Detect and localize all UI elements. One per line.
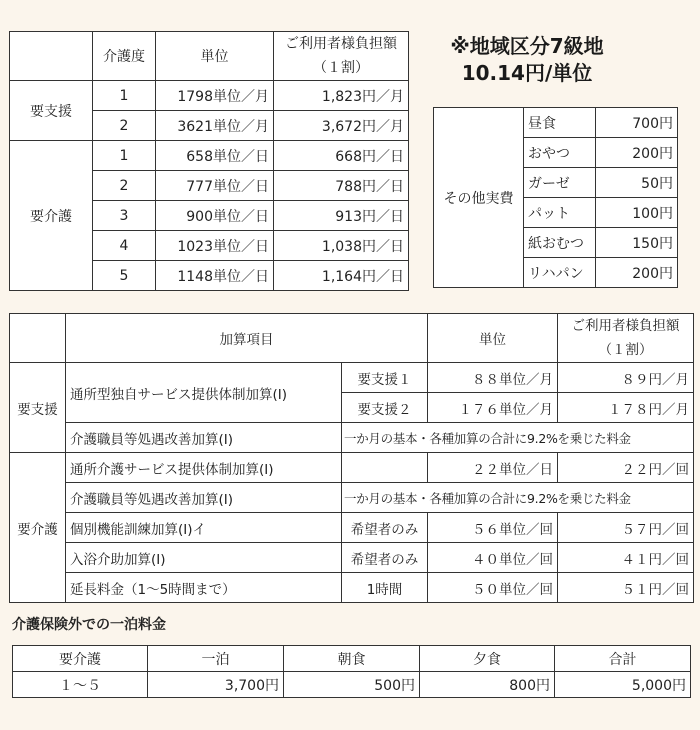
header-burden-line1: ご利用者様負担額 bbox=[571, 318, 680, 334]
addition-item-name: 通所介護サービス提供体制加算(Ⅰ) bbox=[66, 453, 342, 483]
header-unit: 単位 bbox=[156, 32, 274, 81]
overnight-price-cell: 800円 bbox=[420, 672, 555, 698]
cost-item-price: 700円 bbox=[596, 108, 678, 138]
addition-header-row bbox=[10, 314, 694, 363]
burden-cell: ５７円／回 bbox=[558, 513, 694, 543]
addition-item-name: 入浴介助加算(Ⅰ) bbox=[66, 543, 342, 573]
addition-item-name: 延長料金（1～5時間まで） bbox=[66, 573, 342, 603]
cost-item-price: 50円 bbox=[596, 168, 678, 198]
unit-cell: 1798単位／月 bbox=[156, 81, 274, 111]
level-cell: 2 bbox=[93, 171, 156, 201]
cost-item-name: 昼食 bbox=[524, 108, 596, 138]
addition-item-name: 通所型独自サービス提供体制加算(Ⅰ) bbox=[66, 363, 342, 423]
cost-item-name: おやつ bbox=[524, 138, 596, 168]
overnight-header-cell: 要介護 bbox=[13, 646, 148, 672]
table-row bbox=[10, 423, 694, 453]
group-label-shien: 要支援 bbox=[10, 81, 93, 141]
overnight-fee-table bbox=[12, 645, 691, 698]
rate-note: 一か月の基本・各種加算の合計に9.2%を乗じた料金 bbox=[342, 423, 694, 453]
table-row bbox=[10, 573, 694, 603]
region-line1: ※地域区分7級地 bbox=[450, 34, 604, 58]
condition-cell: 要支援２ bbox=[342, 393, 428, 423]
burden-cell: ２２円／回 bbox=[558, 453, 694, 483]
cost-item-name: リハパン bbox=[524, 258, 596, 288]
table-row bbox=[13, 672, 691, 698]
overnight-fee-title: 介護保険外での一泊料金 bbox=[12, 617, 166, 633]
table-row bbox=[10, 543, 694, 573]
cost-item-price: 200円 bbox=[596, 138, 678, 168]
unit-cell: ５６単位／回 bbox=[428, 513, 558, 543]
header-unit: 単位 bbox=[428, 314, 558, 363]
burden-cell: 668円／日 bbox=[274, 141, 409, 171]
burden-cell: ４１円／回 bbox=[558, 543, 694, 573]
burden-cell: 913円／日 bbox=[274, 201, 409, 231]
overnight-header-cell: 夕食 bbox=[420, 646, 555, 672]
header-burden bbox=[274, 32, 409, 81]
addition-item-name: 個別機能訓練加算(Ⅰ)イ bbox=[66, 513, 342, 543]
other-costs-table bbox=[433, 107, 678, 288]
group-label-shien: 要支援 bbox=[10, 363, 66, 453]
burden-cell: 1,164円／日 bbox=[274, 261, 409, 291]
group-label-kaigo: 要介護 bbox=[10, 141, 93, 291]
burden-cell: 3,672円／月 bbox=[274, 111, 409, 141]
group-label-kaigo: 要介護 bbox=[10, 453, 66, 603]
condition-cell: 希望者のみ bbox=[342, 513, 428, 543]
unit-cell: ８８単位／月 bbox=[428, 363, 558, 393]
condition-cell bbox=[342, 453, 428, 483]
overnight-header-row bbox=[13, 646, 691, 672]
header-empty-cell bbox=[10, 314, 66, 363]
table-row bbox=[434, 108, 678, 138]
header-burden-line2: （１割） bbox=[313, 60, 369, 76]
unit-cell: 777単位／日 bbox=[156, 171, 274, 201]
condition-cell: 希望者のみ bbox=[342, 543, 428, 573]
cost-item-name: パット bbox=[524, 198, 596, 228]
burden-cell: 1,823円／月 bbox=[274, 81, 409, 111]
table-row bbox=[10, 363, 694, 393]
header-level: 介護度 bbox=[93, 32, 156, 81]
header-burden-line2: （１割） bbox=[598, 342, 653, 358]
cost-item-name: 紙おむつ bbox=[524, 228, 596, 258]
overnight-price-cell: 5,000円 bbox=[555, 672, 691, 698]
cost-item-price: 150円 bbox=[596, 228, 678, 258]
table-row bbox=[10, 81, 409, 111]
unit-cell: 3621単位／月 bbox=[156, 111, 274, 141]
region-classification-note bbox=[432, 33, 622, 87]
unit-cell: ２２単位／日 bbox=[428, 453, 558, 483]
level-cell: 1 bbox=[93, 81, 156, 111]
header-burden-line1: ご利用者様負担額 bbox=[285, 36, 397, 52]
header-empty-cell bbox=[10, 32, 93, 81]
unit-cell: ４０単位／回 bbox=[428, 543, 558, 573]
burden-cell: １７８円／月 bbox=[558, 393, 694, 423]
overnight-header-cell: 一泊 bbox=[148, 646, 284, 672]
unit-cell: 658単位／日 bbox=[156, 141, 274, 171]
table-row bbox=[10, 453, 694, 483]
table-row bbox=[10, 483, 694, 513]
overnight-header-cell: 朝食 bbox=[284, 646, 420, 672]
burden-cell: 788円／日 bbox=[274, 171, 409, 201]
unit-cell: ５０単位／回 bbox=[428, 573, 558, 603]
burden-cell: ８９円／月 bbox=[558, 363, 694, 393]
level-cell: 1 bbox=[93, 141, 156, 171]
overnight-price-cell: 500円 bbox=[284, 672, 420, 698]
region-line2: 10.14円/単位 bbox=[461, 61, 593, 85]
addition-item-name: 介護職員等処遇改善加算(Ⅰ) bbox=[66, 423, 342, 453]
overnight-price-cell: 3,700円 bbox=[148, 672, 284, 698]
unit-cell: 900単位／日 bbox=[156, 201, 274, 231]
basic-fee-header-row bbox=[10, 32, 409, 81]
header-addition-item: 加算項目 bbox=[66, 314, 428, 363]
burden-cell: 1,038円／日 bbox=[274, 231, 409, 261]
other-costs-label: その他実費 bbox=[434, 108, 524, 288]
addition-item-name: 介護職員等処遇改善加算(Ⅰ) bbox=[66, 483, 342, 513]
unit-cell: １７６単位／月 bbox=[428, 393, 558, 423]
unit-cell: 1023単位／日 bbox=[156, 231, 274, 261]
level-cell: 4 bbox=[93, 231, 156, 261]
level-cell: 2 bbox=[93, 111, 156, 141]
level-cell: 5 bbox=[93, 261, 156, 291]
condition-cell: 1時間 bbox=[342, 573, 428, 603]
overnight-header-cell: 合計 bbox=[555, 646, 691, 672]
cost-item-name: ガーゼ bbox=[524, 168, 596, 198]
burden-cell: ５１円／回 bbox=[558, 573, 694, 603]
table-row bbox=[10, 141, 409, 171]
basic-fee-table bbox=[9, 31, 409, 291]
table-row bbox=[10, 513, 694, 543]
cost-item-price: 100円 bbox=[596, 198, 678, 228]
condition-cell: 要支援１ bbox=[342, 363, 428, 393]
header-burden bbox=[558, 314, 694, 363]
unit-cell: 1148単位／日 bbox=[156, 261, 274, 291]
addition-table bbox=[9, 313, 694, 603]
overnight-level-cell: １～５ bbox=[13, 672, 148, 698]
rate-note: 一か月の基本・各種加算の合計に9.2%を乗じた料金 bbox=[342, 483, 694, 513]
level-cell: 3 bbox=[93, 201, 156, 231]
cost-item-price: 200円 bbox=[596, 258, 678, 288]
